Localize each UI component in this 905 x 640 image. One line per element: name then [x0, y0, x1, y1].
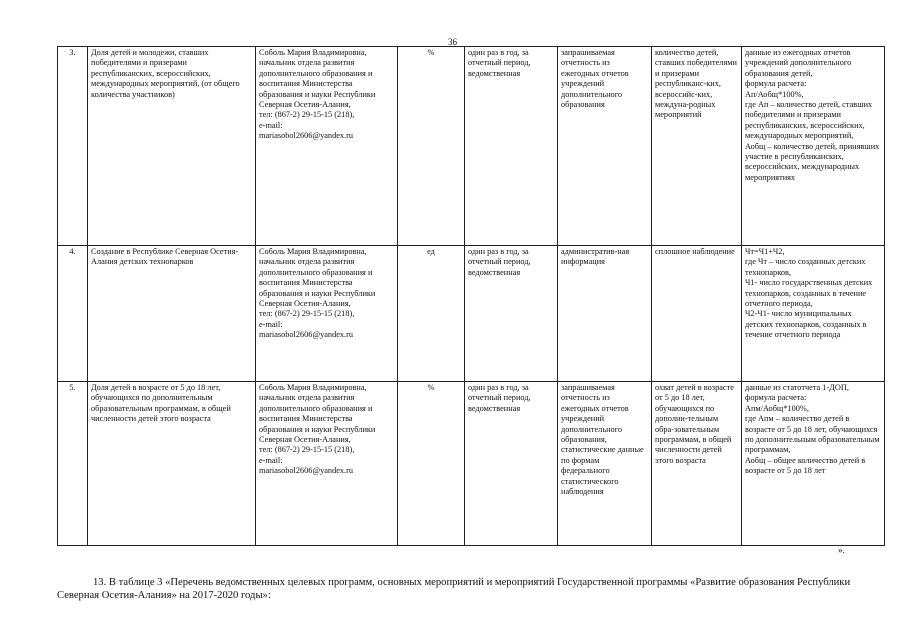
formula-cell: Чт=Ч1+Ч2, где Чт – число созданных детских технопарков, Ч1- число государственных детских технопарков, созданных в течение отчетного периода, Ч2-Ч1- число муниципальных детских технопарков, созданных в течение отчетного периода [742, 246, 885, 382]
period-cell: один раз в год, за отчетный период, ведомственная [465, 382, 558, 546]
unit-cell: % [398, 382, 465, 546]
formula-cell: данные из статотчета 1-ДОП, формула расчета: Апм/Аобщ*100%, где Апм – количество детей в возрасте от 5 до 18 лет, обучающихся по дополнительным образовательным программам, Аобщ – общее количество детей в возрасте от 5 до 18 лет [742, 382, 885, 546]
row-number: 3. [58, 47, 88, 246]
table-row [58, 382, 885, 546]
source-cell: административ-ная информация [558, 246, 652, 382]
formula-cell: данные из ежегодных отчетов учреждений дополнительного образования детей, формула расчета: Ап/Аобщ*100%, где Ап – количество детей, ставших победителями и призерами республиканских, всероссийских, международных мероприятий, Аобщ – количество детей, принявших участие в республиканских, всероссийских, международных мероприятиях [742, 47, 885, 246]
method-cell: охват детей в возрасте от 5 до 18 лет, обучающихся по дополни-тельным обра-зовательным программам, в общей численности детей этого возраста [652, 382, 742, 546]
table-row [58, 47, 885, 246]
indicator-cell: Создание в Республике Северная Осетия-Алания детских технопарков [88, 246, 256, 382]
responsible-cell: Соболь Мария Владимировна, начальник отдела развития дополнительного образования и воспитания Министерства образования и науки Республики Северная Осетия-Алания, тел: (867-2) 29-15-15 (218), e-mail: mariasobol2606@yandex.ru [256, 47, 398, 246]
row-number: 4. [58, 246, 88, 382]
indicator-cell: Доля детей и молодежи, ставших победителями и призерами республиканских, всероссийских, международных мероприятий, (от общего количества участников) [88, 47, 256, 246]
unit-cell: % [398, 47, 465, 246]
indicator-cell: Доля детей в возрасте от 5 до 18 лет, обучающихся по дополнительным образовательным программам, в общей численности детей этого возраста [88, 382, 256, 546]
method-cell: сплошное наблюдение [652, 246, 742, 382]
body-paragraph: 13. В таблице 3 «Перечень ведомственных целевых программ, основных мероприятий и мероприятий Государственной программы «Развитие образования Республики Северная Осетия-Алания» на 2017-2020 годы»: [57, 577, 851, 601]
table-row [58, 246, 885, 382]
source-cell: запрашиваемая отчетность из ежегодных отчетов учреждений дополнительного образования, статистические данные по формам федерального статистического наблюдения [558, 382, 652, 546]
responsible-cell: Соболь Мария Владимировна, начальник отдела развития дополнительного образования и воспитания Министерства образования и науки Республики Северная Осетия-Алания, тел: (867-2) 29-15-15 (218), e-mail: mariasobol2606@yandex.ru [256, 246, 398, 382]
source-cell: запрашиваемая отчетность из ежегодных отчетов учреждений дополнительного образования [558, 47, 652, 246]
indicators-table [57, 46, 885, 546]
unit-cell: ед [398, 246, 465, 382]
method-cell: количество детей, ставших победителями и призерами республиканс-ких, всероссийс-ких, междуна-родных мероприятий [652, 47, 742, 246]
responsible-cell: Соболь Мария Владимировна, начальник отдела развития дополнительного образования и воспитания Министерства образования и науки Республики Северная Осетия-Алания, тел: (867-2) 29-15-15 (218), e-mail: mariasobol2606@yandex.ru [256, 382, 398, 546]
row-number: 5. [58, 382, 88, 546]
closing-quote-mark: ». [838, 545, 845, 555]
period-cell: один раз в год, за отчетный период, ведомственная [465, 47, 558, 246]
period-cell: один раз в год, за отчетный период, ведомственная [465, 246, 558, 382]
page-number: 36 [448, 37, 457, 47]
